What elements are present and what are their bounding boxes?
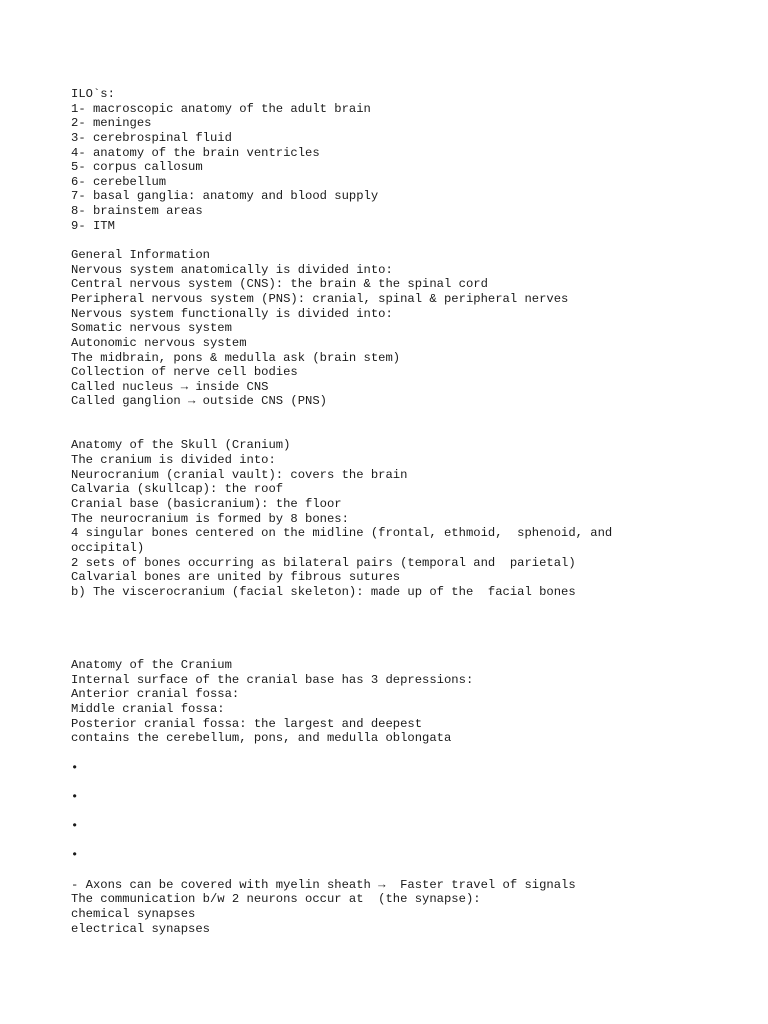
bullet-point: • bbox=[71, 819, 79, 834]
text-line: Nervous system functionally is divided into: bbox=[71, 306, 393, 321]
text-line: Posterior cranial fossa: the largest and deepest bbox=[71, 716, 423, 731]
spacer bbox=[71, 746, 751, 761]
text-line: The midbrain, pons & medulla ask (brain stem) bbox=[71, 350, 401, 365]
bullet-point: • bbox=[71, 760, 79, 775]
text-line: Central nervous system (CNS): the brain & the spinal cord bbox=[71, 277, 488, 292]
ilo-item: 2- meninges bbox=[71, 116, 152, 131]
text-line: The communication b/w 2 neurons occur at (the synapse): bbox=[71, 892, 481, 907]
section-heading: Anatomy of the Cranium bbox=[71, 658, 232, 673]
text-line: 2 sets of bones occurring as bilateral pairs (temporal and parietal) bbox=[71, 555, 576, 570]
bullet-point: • bbox=[71, 848, 79, 863]
ilos-section bbox=[71, 87, 751, 233]
text-line: Called nucleus → inside CNS bbox=[71, 379, 269, 394]
ilo-item: 6- cerebellum bbox=[71, 174, 167, 189]
text-line: - Axons can be covered with myelin sheath → Faster travel of signals bbox=[71, 877, 576, 892]
text-line: Nervous system anatomically is divided into: bbox=[71, 262, 393, 277]
text-line: Internal surface of the cranial base has 3 depressions: bbox=[71, 672, 474, 687]
text-line: 4 singular bones centered on the midline (frontal, ethmoid, sphenoid, and bbox=[71, 526, 613, 541]
ilo-item: 1- macroscopic anatomy of the adult brain bbox=[71, 101, 371, 116]
text-line: Calvarial bones are united by fibrous sutures bbox=[71, 570, 401, 585]
spacer bbox=[71, 599, 751, 658]
general-section bbox=[71, 248, 751, 409]
document-text bbox=[71, 87, 751, 936]
text-line: chemical synapses bbox=[71, 906, 196, 921]
text-line: electrical synapses bbox=[71, 921, 210, 936]
section-heading: Anatomy of the Skull (Cranium) bbox=[71, 438, 291, 453]
ilo-item: 3- cerebrospinal fluid bbox=[71, 130, 232, 145]
bullet-list bbox=[71, 761, 751, 878]
spacer bbox=[71, 409, 751, 438]
text-line: Neurocranium (cranial vault): covers the brain bbox=[71, 467, 408, 482]
text-line: b) The viscerocranium (facial skeleton): made up of the facial bones bbox=[71, 584, 576, 599]
text-line: Called ganglion → outside CNS (PNS) bbox=[71, 394, 327, 409]
spacer bbox=[71, 233, 751, 248]
text-line: Autonomic nervous system bbox=[71, 335, 247, 350]
text-line: Collection of nerve cell bodies bbox=[71, 365, 298, 380]
text-line: Peripheral nervous system (PNS): cranial, spinal & peripheral nerves bbox=[71, 291, 569, 306]
ilo-item: 5- corpus callosum bbox=[71, 160, 203, 175]
text-line: The cranium is divided into: bbox=[71, 453, 276, 468]
text-line: Somatic nervous system bbox=[71, 321, 232, 336]
skull-section bbox=[71, 438, 751, 599]
bullet-point: • bbox=[71, 789, 79, 804]
synapse-section bbox=[71, 878, 751, 937]
section-heading: General Information bbox=[71, 248, 210, 263]
text-line: Cranial base (basicranium): the floor bbox=[71, 496, 342, 511]
text-line: Middle cranial fossa: bbox=[71, 701, 225, 716]
text-line: Anterior cranial fossa: bbox=[71, 687, 240, 702]
text-line: The neurocranium is formed by 8 bones: bbox=[71, 511, 349, 526]
ilo-item: 8- brainstem areas bbox=[71, 204, 203, 219]
ilo-item: 7- basal ganglia: anatomy and blood supply bbox=[71, 189, 379, 204]
ilos-heading: ILO`s: bbox=[71, 87, 115, 101]
ilo-item: 4- anatomy of the brain ventricles bbox=[71, 145, 320, 160]
cranium-section bbox=[71, 658, 751, 746]
text-line: occipital) bbox=[71, 540, 145, 555]
text-line: Calvaria (skullcap): the roof bbox=[71, 482, 284, 497]
ilo-item: 9- ITM bbox=[71, 218, 115, 233]
text-line: contains the cerebellum, pons, and medulla oblongata bbox=[71, 731, 452, 746]
